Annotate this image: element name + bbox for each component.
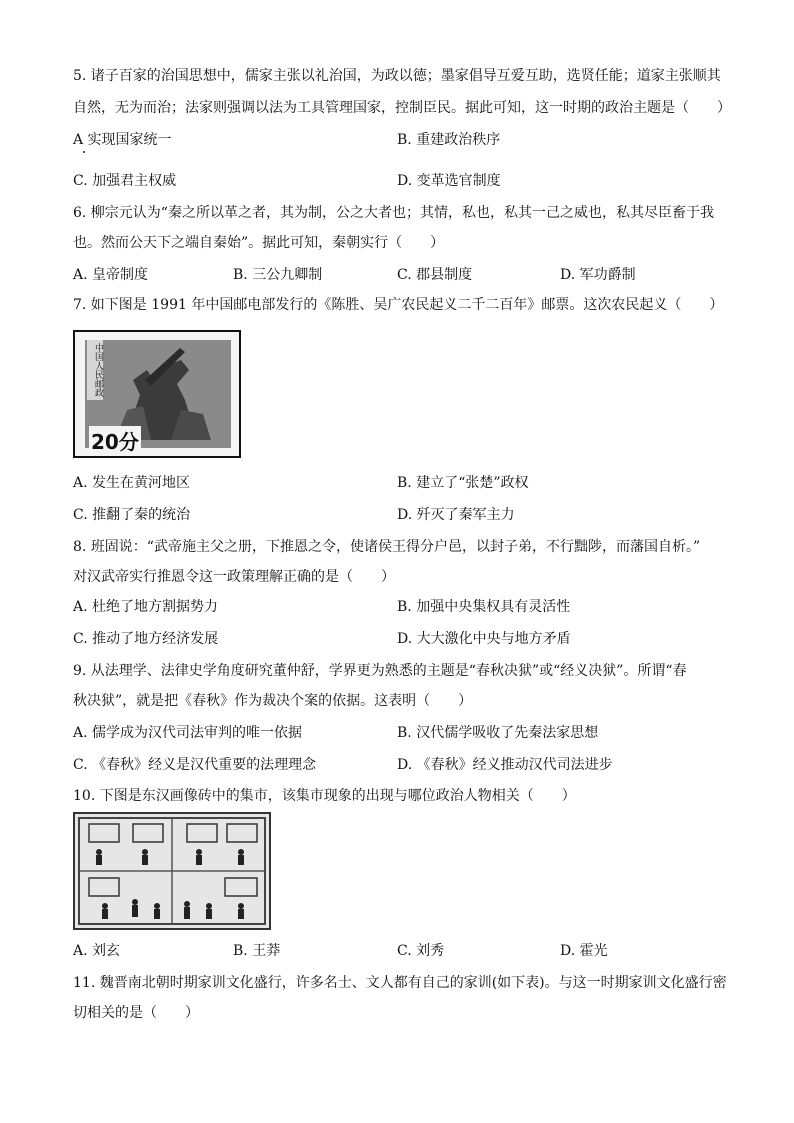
q9-option-b: B. 汉代儒学吸收了先秦法家思想 (397, 725, 599, 741)
q7-option-d: D. 歼灭了秦军主力 (397, 507, 515, 523)
q5-stem-line2: 自然，无为而治；法家则强调以法为工具管理国家，控制臣民。据此可知，这一时期的政治主题是（ ） (73, 100, 731, 116)
q8-option-a: A. 杜绝了地方割据势力 (73, 599, 219, 615)
q5-option-b: B. 重建政治秩序 (397, 132, 501, 148)
q11-stem-line1: 11. 魏晋南北朝时期家训文化盛行，许多名士、文人都有自己的家训(如下表)。与这一时期家训文化盛行密 (73, 975, 727, 991)
q5-option-c: C. 加强君主权威 (73, 173, 177, 189)
q10-option-a: A. 刘玄 (73, 943, 121, 959)
han-brick-market-image (73, 812, 271, 930)
q7-option-a: A. 发生在黄河地区 (73, 475, 191, 491)
q6-option-d: D. 军功爵制 (560, 267, 636, 283)
q10-option-d: D. 霍光 (560, 943, 608, 959)
q7-option-c: C. 推翻了秦的统治 (73, 507, 191, 523)
stamp-denomination: 20分 (89, 426, 141, 455)
q8-option-d: D. 大大激化中央与地方矛盾 (397, 631, 571, 647)
q6-stem-line1: 6. 柳宗元认为“秦之所以革之者，其为制，公之大者也；其情，私也，私其一己之威也，私其尽臣畜于我 (73, 205, 714, 221)
q9-option-c: C. 《春秋》经义是汉代重要的法理理念 (73, 757, 317, 773)
q10-option-c: C. 刘秀 (397, 943, 445, 959)
q5-option-a: A 实现国家统一 (73, 132, 172, 148)
q6-option-c: C. 郡县制度 (397, 267, 473, 283)
q6-stem-line2: 也。然而公天下之端自秦始”。据此可知，秦朝实行（ ） (73, 235, 445, 251)
q10-option-b: B. 王莽 (233, 943, 281, 959)
q8-option-c: C. 推动了地方经济发展 (73, 631, 219, 647)
q5-stem-line1: 5. 诸子百家的治国思想中，儒家主张以礼治国，为政以德；墨家倡导互爱互助，选贤任能；道家主张顺其 (73, 68, 721, 84)
stamp-image (73, 330, 241, 458)
q6-option-a: A. 皇帝制度 (73, 267, 149, 283)
q8-option-b: B. 加强中央集权具有灵活性 (397, 599, 571, 615)
stray-dot (83, 151, 85, 153)
stamp-country-label: 中国人民邮政 (87, 340, 103, 400)
q5-option-d: D. 变革选官制度 (397, 173, 501, 189)
q10-stem-line1: 10. 下图是东汉画像砖中的集市，该集市现象的出现与哪位政治人物相关（ ） (73, 788, 576, 804)
q9-stem-line1: 9. 从法理学、法律史学角度研究董仲舒，学界更为熟悉的主题是“春秋决狱”或“经义决狱”。所谓“春 (73, 663, 687, 679)
q6-option-b: B. 三公九卿制 (233, 267, 323, 283)
q9-stem-line2: 秋决狱”，就是把《春秋》作为裁决个案的依据。这表明（ ） (73, 693, 473, 709)
q11-stem-line2: 切相关的是（ ） (73, 1005, 199, 1021)
q7-stem-line1: 7. 如下图是 1991 年中国邮电部发行的《陈胜、吴广农民起义二千二百年》邮票。这次农民起义（ ） (73, 297, 724, 313)
q8-stem-line1: 8. 班固说：“武帝施主父之册，下推恩之令，使诸侯王得分户邑，以封子弟，不行黜陟，而藩国自析。” (73, 539, 701, 555)
q7-option-b: B. 建立了“张楚”政权 (397, 475, 529, 491)
q8-stem-line2: 对汉武帝实行推恩令这一政策理解正确的是（ ） (73, 569, 395, 585)
q9-option-a: A. 儒学成为汉代司法审判的唯一依据 (73, 725, 303, 741)
market-scene-illustration (75, 814, 269, 928)
q9-option-d: D. 《春秋》经义推动汉代司法进步 (397, 757, 613, 773)
